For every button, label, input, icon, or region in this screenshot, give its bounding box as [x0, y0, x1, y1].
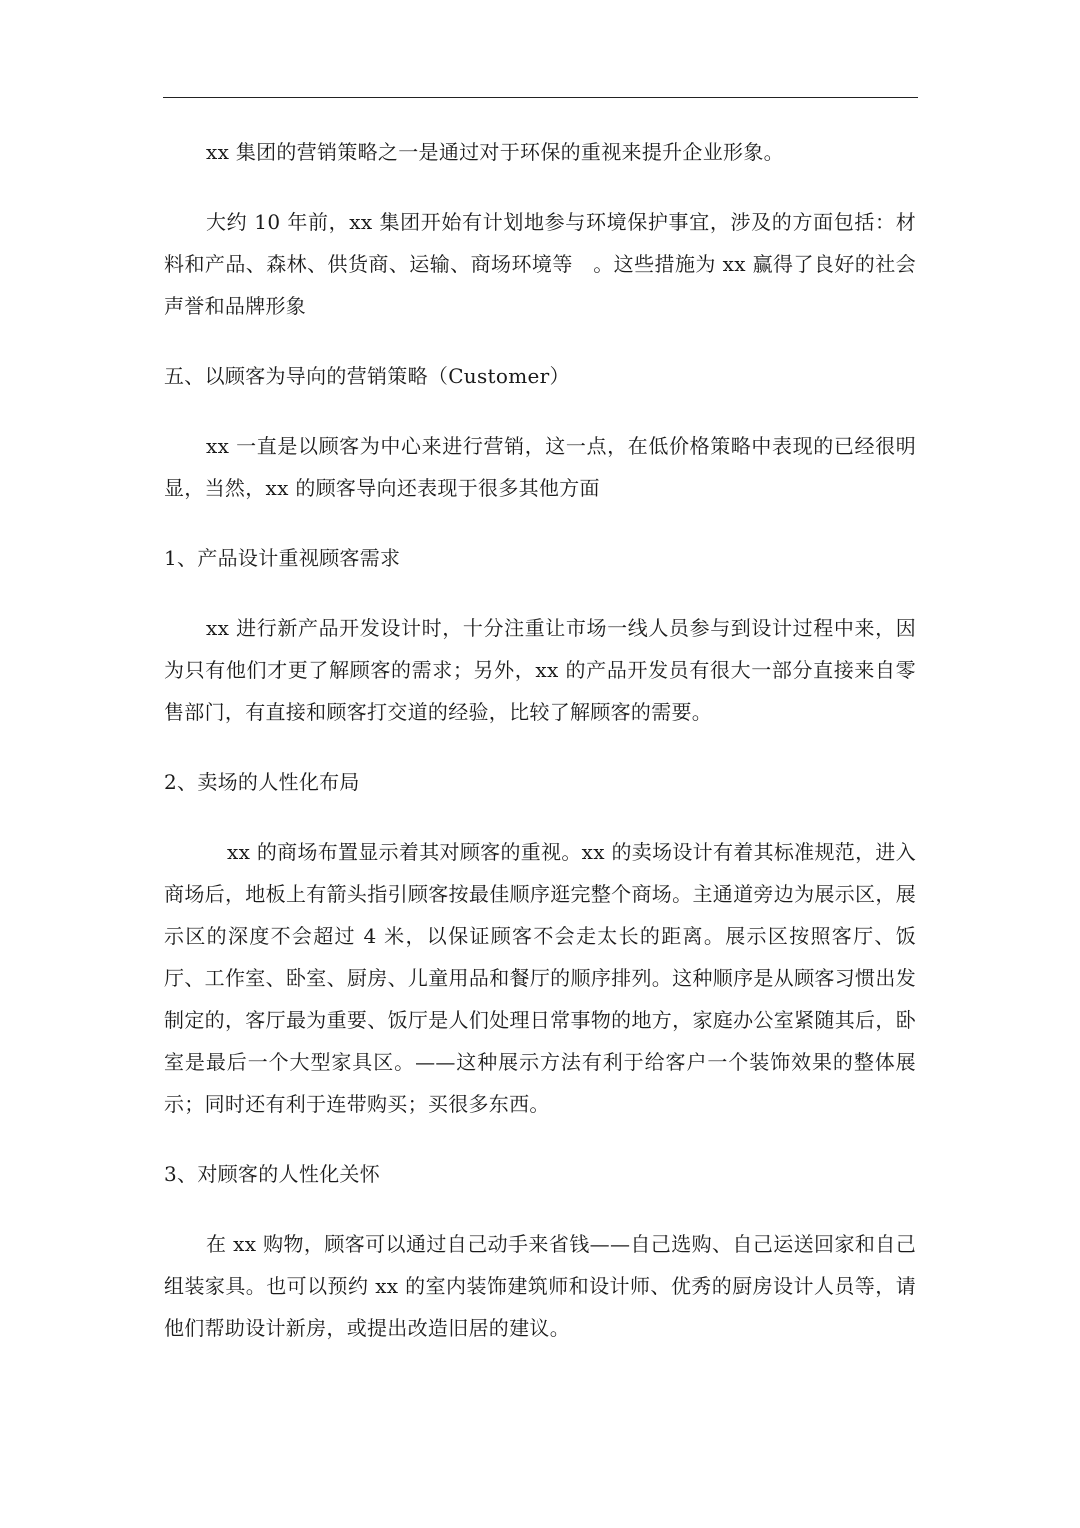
paragraph-customer-centered: xx 一直是以顾客为中心来进行营销，这一点，在低价格策略中表现的已经很明显，当然，xx 的顾客导向还表现于很多其他方面 [164, 434, 916, 500]
section-heading-customer: 五、以顾客为导向的营销策略（Customer） [164, 364, 570, 388]
header-rule [163, 97, 918, 98]
subheading-store-layout: 2、卖场的人性化布局 [164, 770, 360, 794]
paragraph-environmental-image: xx 集团的营销策略之一是通过对于环保的重视来提升企业形象。 [206, 140, 784, 164]
paragraph-environmental-protection: 大约 10 年前，xx 集团开始有计划地参与环境保护事宜，涉及的方面包括：材料和产品、森林、供货商、运输、商场环境等 。这些措施为 xx 赢得了良好的社会声誉和品牌形象 [164, 210, 916, 318]
subheading-customer-care: 3、对顾客的人性化关怀 [164, 1162, 381, 1186]
subheading-product-design: 1、产品设计重视顾客需求 [164, 546, 401, 570]
document-body [164, 131, 916, 1349]
paragraph-store-layout: xx 的商场布置显示着其对顾客的重视。xx 的卖场设计有着其标准规范，进入商场后，地板上有箭头指引顾客按最佳顺序逛完整个商场。主通道旁边为展示区，展示区的深度不会超过 4 米，以保证顾客不会走太长的距离。展示区按照客厅、饭厅、工作室、卧室、厨房、儿童用品和餐厅的顺序排列。这种顺序是从顾客习惯出发制定的，客厅最为重要、饭厅是人们处理日常事物的地方，家庭办公室紧随其后，卧室是最后一个大型家具区。——这种展示方法有利于给客户一个装饰效果的整体展示；同时还有利于连带购买；买很多东西。 [164, 840, 916, 1116]
paragraph-customer-care: 在 xx 购物，顾客可以通过自己动手来省钱——自己选购、自己运送回家和自己组装家具。也可以预约 xx 的室内装饰建筑师和设计师、优秀的厨房设计人员等，请他们帮助设计新房，或提出改造旧居的建议。 [164, 1232, 916, 1340]
paragraph-product-design: xx 进行新产品开发设计时，十分注重让市场一线人员参与到设计过程中来，因为只有他们才更了解顾客的需求；另外，xx 的产品开发员有很大一部分直接来自零售部门，有直接和顾客打交道的经验，比较了解顾客的需要。 [164, 616, 916, 724]
